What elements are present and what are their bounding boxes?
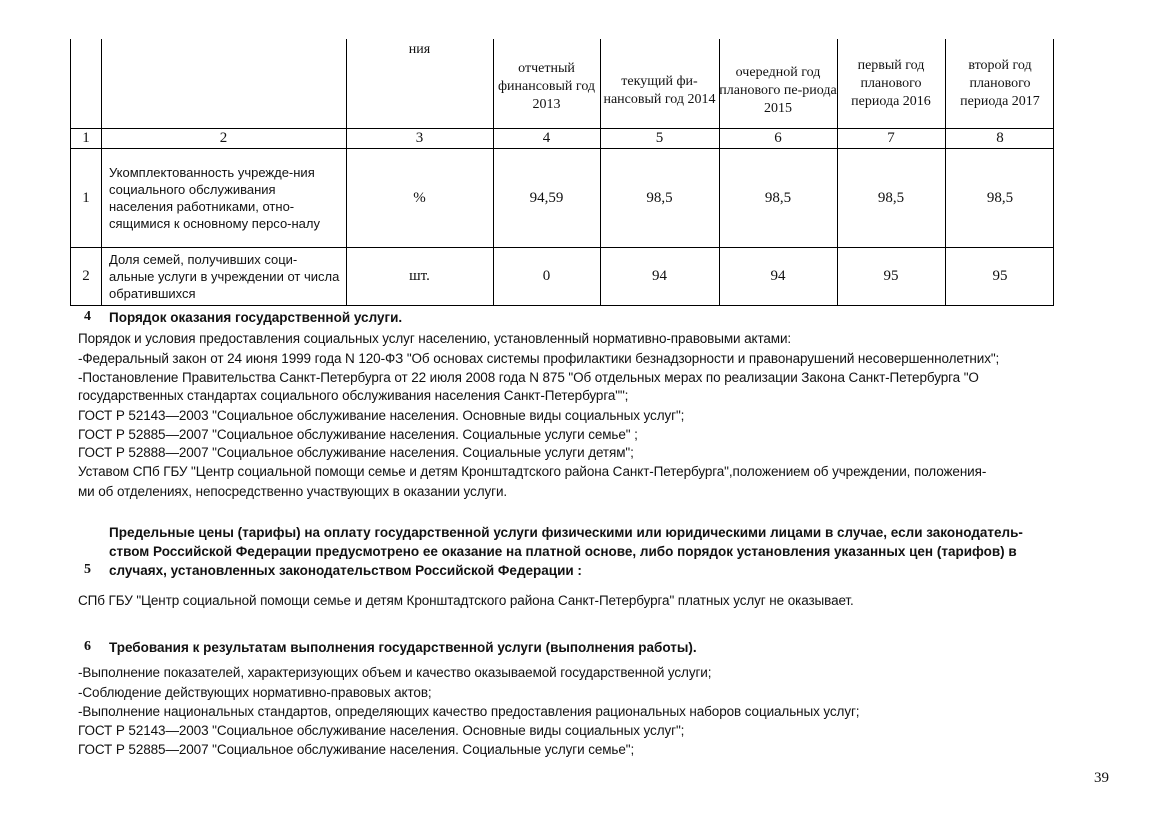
section-number: 6 [84,639,91,654]
row-number: 1 [82,189,90,206]
row-number: 2 [82,268,90,284]
value-cell: 0 [542,268,551,284]
col-number: 6 [774,130,782,146]
text-line: -Соблюдение действующих нормативно-правовых актов; [78,685,432,700]
unit: шт. [409,268,430,284]
section-title: Предельные цены (тарифы) на оплату государственной услуги физическими или юридическими лицами в случае, если законодатель- [109,525,1023,540]
section-number: 5 [84,562,91,577]
value-cell: 98,5 [646,189,673,206]
col-number: 7 [887,130,895,146]
section-title: Требования к результатам выполнения государственной услуги (выполнения работы). [109,640,697,655]
header-col8: второй год планового периода 2017 [960,57,1040,109]
value-cell: 95 [992,268,1008,284]
col-number: 5 [655,130,664,146]
text-line: -Постановление Правительства Санкт-Петербурга от 22 июля 2008 года N 875 "Об отдельных мерах по реализации Закона Санкт-Петербурга "О [78,370,979,385]
text-line: ГОСТ Р 52143—2003 "Социальное обслуживание населения. Основные виды социальных услуг"; [78,723,685,738]
section-title: случаях, установленных законодательством Российской Федерации : [109,563,582,578]
col-number: 2 [219,130,228,146]
text-line: Порядок и условия предоставления социальных услуг населению, установленный нормативно-правовыми актами: [78,331,792,346]
col-number: 8 [996,130,1004,146]
text-line: государственных стандартах социального обслуживания населения Санкт-Петербурга""; [78,388,629,403]
section-number: 4 [84,309,91,324]
text-line: ГОСТ Р 52885—2007 "Социальное обслуживание населения. Социальные услуги семье"; [78,742,635,757]
indicators-table [70,39,1054,306]
text-line: ГОСТ Р 52143—2003 "Социальное обслуживание населения. Основные виды социальных услуг"; [78,408,685,423]
value-cell: 94 [652,268,667,284]
page-number: 39 [1094,770,1109,786]
text-line: -Выполнение национальных стандартов, определяющих качество предоставления рациональных наборов социальных услуг; [78,704,860,719]
value-cell: 98,5 [986,189,1014,206]
value-cell: 94 [770,268,786,284]
indicator-name: Укомплектованность учрежде-ния социального обслуживания населения работниками, отно-сящимися к основному персо-налу [109,164,320,231]
col-number: 1 [82,130,90,146]
unit: % [413,189,426,206]
header-col5: текущий фи-нансовый год 2014 [603,73,716,107]
value-cell: 95 [883,268,899,284]
header-col6: очередной год планового пе-риода 2015 [719,64,837,116]
text-line: ми об отделениях, непосредственно участвующих в оказании услуги. [78,484,508,499]
value-cell: 98,5 [764,189,792,206]
text-line: Уставом СПб ГБУ "Центр социальной помощи семье и детям Кронштадтского района Санкт-Петербурга",положением об учреждении, положения- [78,464,987,479]
col-number: 4 [542,130,551,146]
text-line: -Федеральный закон от 24 июня 1999 года N 120-ФЗ "Об основах системы профилактики безнадзорности и правонарушений несовершеннолетних"; [78,351,1000,366]
text-line: СПб ГБУ "Центр социальной помощи семье и детям Кронштадтского района Санкт-Петербурга" платных услуг не оказывает. [78,593,854,608]
header-col7: первый год планового периода 2016 [851,57,931,109]
section-title: ством Российской Федерации предусмотрено ее оказание на платной основе, либо порядок установления указанных цен (тарифов) в [109,544,1017,559]
text-line: -Выполнение показателей, характеризующих объем и качество оказываемой государственной услуги; [78,665,712,680]
indicator-name: Доля семей, получивших соци-альные услуги в учреждении от числа обратившихся [109,251,340,301]
header-col4: отчетный финансовый год 2013 [497,60,596,112]
value-cell: 94,59 [529,189,564,206]
value-cell: 98,5 [877,189,905,206]
section-title: Порядок оказания государственной услуги. [109,310,403,325]
text-line: ГОСТ Р 52888—2007 "Социальное обслуживание населения. Социальные услуги детям"; [78,445,634,460]
text-line: ГОСТ Р 52885—2007 "Социальное обслуживание населения. Социальные услуги семье" ; [78,427,638,442]
header-col3: ния [408,42,431,57]
col-number: 3 [415,130,424,146]
